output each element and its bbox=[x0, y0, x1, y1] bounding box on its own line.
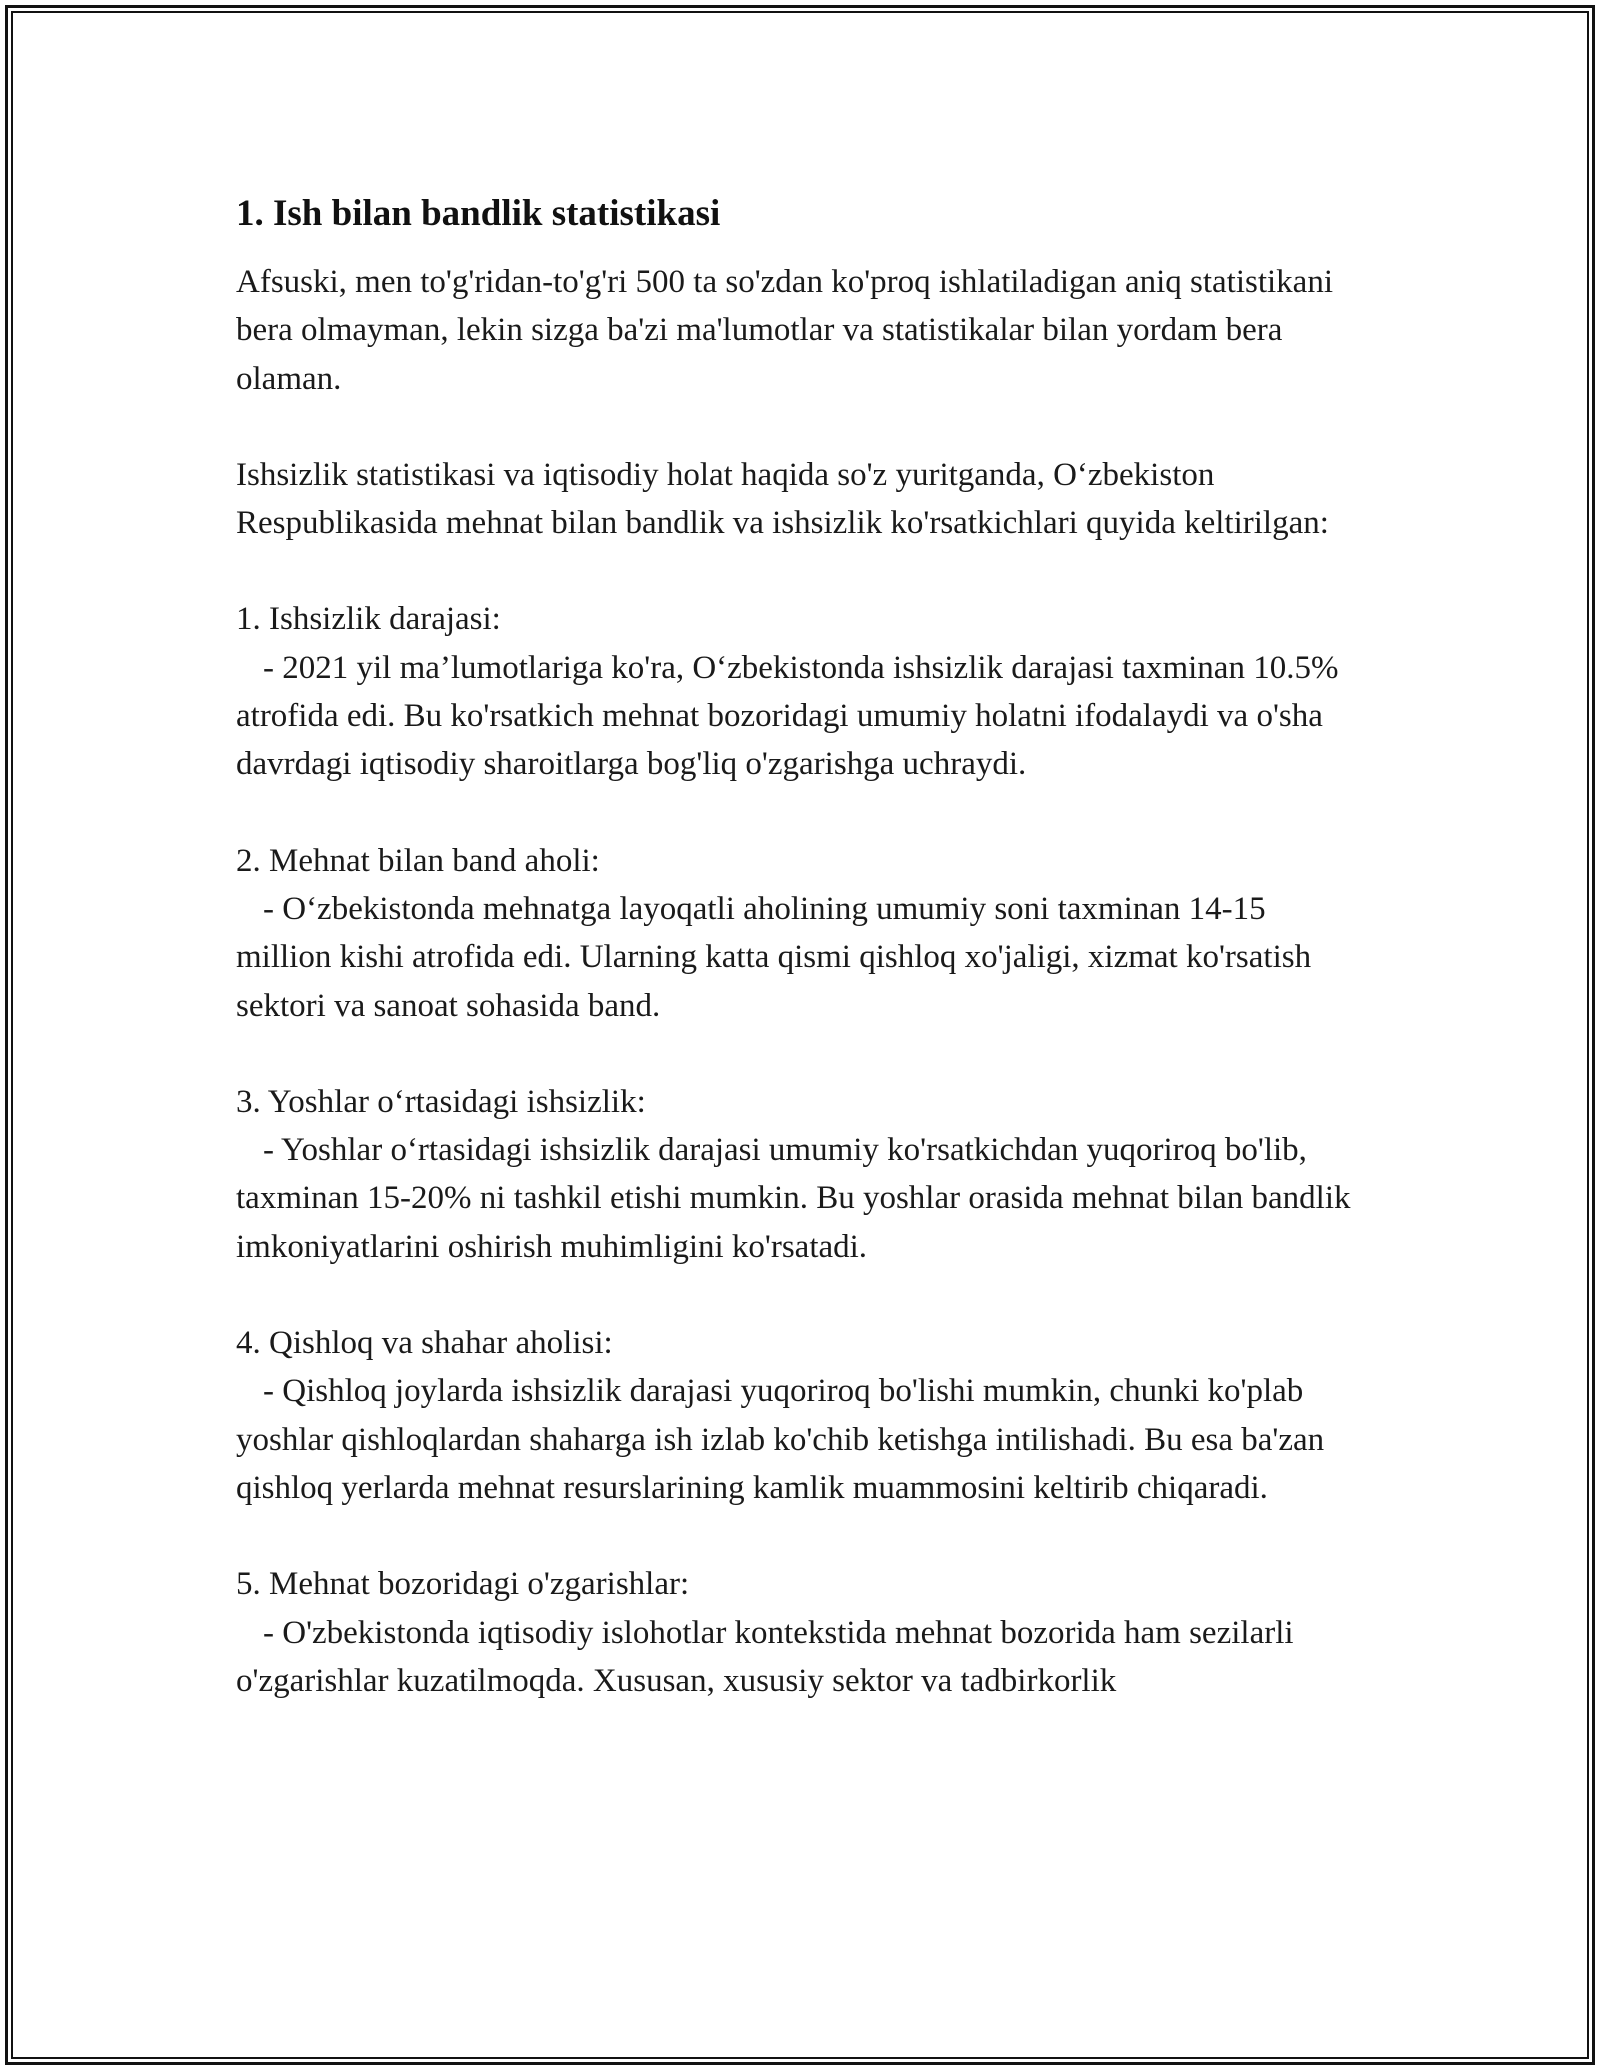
list-item-rural-urban bbox=[236, 1319, 1366, 1512]
list-item-text: - Qishloq joylarda ishsizlik darajasi yuqoriroq bo'lishi mumkin, chunki ko'plab yoshlar qishloqlardan shaharga ish izlab ko'chib ketishga intilishadi. Bu esa ba'zan qishloq yerlarda mehnat resurslarining kamlik muammosini keltirib chiqaradi. bbox=[236, 1373, 1325, 1506]
list-item-labor-market-changes bbox=[236, 1560, 1366, 1705]
list-item-heading: 4. Qishloq va shahar aholisi: bbox=[236, 1325, 613, 1362]
document-body bbox=[236, 190, 1366, 1705]
list-item-employed-population bbox=[236, 837, 1366, 1030]
list-item-text: - 2021 yil ma’lumotlariga ko'ra, O‘zbekistonda ishsizlik darajasi taxminan 10.5% atrofida edi. Bu ko'rsatkich mehnat bozoridagi umumiy holatni ifodalaydi va o'sha davrdagi iqtisodiy sharoitlarga bog'liq o'zgarishga uchraydi. bbox=[236, 649, 1339, 783]
document-title: 1. Ish bilan bandlik statistikasi bbox=[236, 193, 721, 234]
context-paragraph: Ishsizlik statistikasi va iqtisodiy holat haqida so'z yuritganda, O‘zbekiston Respublikasida mehnat bilan bandlik va ishsizlik ko'rsatkichlari quyida keltirilgan: bbox=[236, 456, 1329, 542]
list-item-heading: 2. Mehnat bilan band aholi: bbox=[236, 842, 600, 879]
list-item-text: - O'zbekistonda iqtisodiy islohotlar kontekstida mehnat bozorida ham sezilarli o'zgarishlar kuzatilmoqda. Xususan, xususiy sektor va tadbirkorlik bbox=[236, 1614, 1294, 1699]
list-item-heading: 5. Mehnat bozoridagi o'zgarishlar: bbox=[236, 1566, 690, 1603]
list-item-text: - O‘zbekistonda mehnatga layoqatli aholining umumiy soni taxminan 14-15 million kishi atrofida edi. Ularning katta qismi qishloq xo'jaligi, xizmat ko'rsatish sektori va sanoat sohasida band. bbox=[236, 890, 1312, 1024]
list-item-youth-unemployment bbox=[236, 1078, 1366, 1271]
list-item-unemployment-rate bbox=[236, 595, 1366, 788]
list-item-heading: 3. Yoshlar o‘rtasidagi ishsizlik: bbox=[236, 1083, 646, 1120]
list-item-heading: 1. Ishsizlik darajasi: bbox=[236, 601, 501, 638]
list-item-text: - Yoshlar o‘rtasidagi ishsizlik darajasi umumiy ko'rsatkichdan yuqoriroq bo'lib, taxminan 15-20% ni tashkil etishi mumkin. Bu yoshlar orasida mehnat bilan bandlik imkoniyatlarini oshirish muhimligini ko'rsatadi. bbox=[236, 1132, 1351, 1265]
intro-paragraph: Afsuski, men to'g'ridan-to'g'ri 500 ta so'zdan ko'proq ishlatiladigan aniq statistikani bera olmayman, lekin sizga ba'zi ma'lumotlar va statistikalar bilan yordam bera olaman. bbox=[236, 264, 1333, 397]
